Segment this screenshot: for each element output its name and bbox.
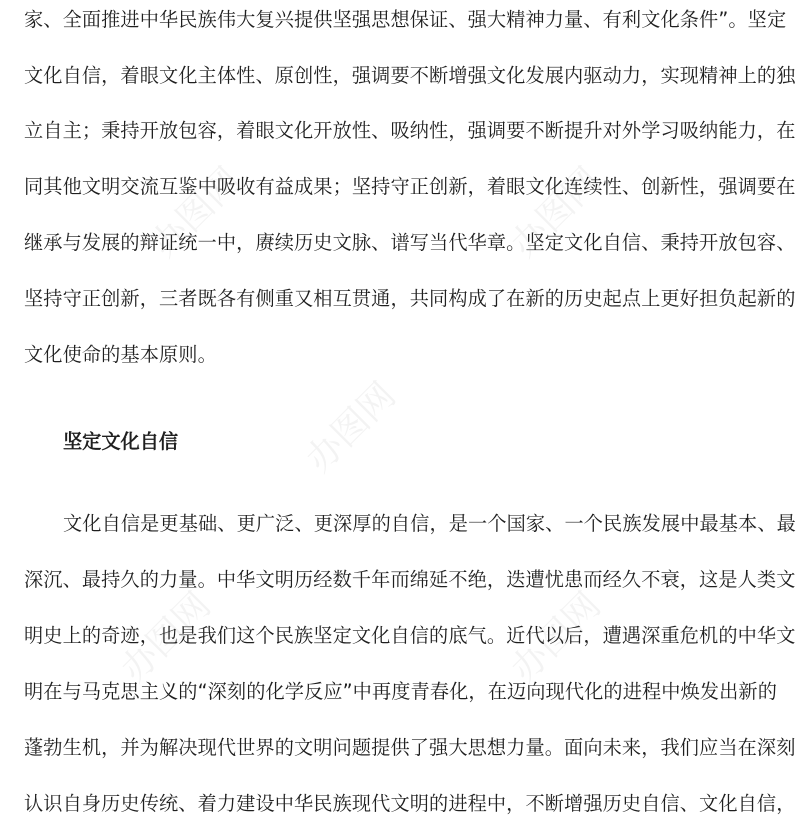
- paragraph-line: 明史上的奇迹，也是我们这个民族坚定文化自信的底气。近代以后，遭遇深重危机的中华文: [24, 624, 796, 647]
- watermark: 办图网: [298, 374, 404, 481]
- watermark: 办图网: [113, 584, 219, 691]
- section-heading: 坚定文化自信: [63, 430, 179, 453]
- paragraph-line: 家、全面推进中华民族伟大复兴提供坚强思想保证、强大精神力量、有利文化条件”。坚定: [24, 8, 787, 31]
- paragraph-line: 明在与马克思主义的“深刻的化学反应”中再度青春化，在迈向现代化的进程中焕发出新的: [24, 680, 778, 703]
- paragraph-line: 继承与发展的辩证统一中，赓续历史文脉、谱写当代华章。坚定文化自信、秉持开放包容、: [24, 231, 796, 254]
- paragraph-line: 文化自信是更基础、更广泛、更深厚的自信，是一个国家、一个民族发展中最基本、最: [63, 512, 796, 535]
- paragraph-line: 同其他文明交流互鉴中吸收有益成果；坚持守正创新，着眼文化连续性、创新性，强调要在: [24, 175, 796, 198]
- paragraph-line: 坚持守正创新，三者既各有侧重又相互贯通，共同构成了在新的历史起点上更好担负起新的: [24, 287, 796, 310]
- watermark: 办图网: [503, 584, 609, 691]
- paragraph-line: 立自主；秉持开放包容，着眼文化开放性、吸纳性，强调要不断提升对外学习吸纳能力，在: [24, 119, 796, 142]
- paragraph-line: 深沉、最持久的力量。中华文明历经数千年而绵延不绝，迭遭忧患而经久不衰，这是人类文: [24, 568, 796, 591]
- watermark: 办图网: [503, 159, 609, 266]
- paragraph-line: 文化自信，着眼文化主体性、原创性，强调要不断增强文化发展内驱动力，实现精神上的独: [24, 64, 796, 87]
- paragraph-line: 文化使命的基本原则。: [24, 343, 217, 366]
- paragraph-line: 蓬勃生机，并为解决现代世界的文明问题提供了强大思想力量。面向未来，我们应当在深刻: [24, 736, 796, 759]
- paragraph-line: 认识自身历史传统、着力建设中华民族现代文明的进程中，不断增强历史自信、文化自信，: [24, 792, 796, 815]
- watermark: 办图网: [143, 159, 249, 266]
